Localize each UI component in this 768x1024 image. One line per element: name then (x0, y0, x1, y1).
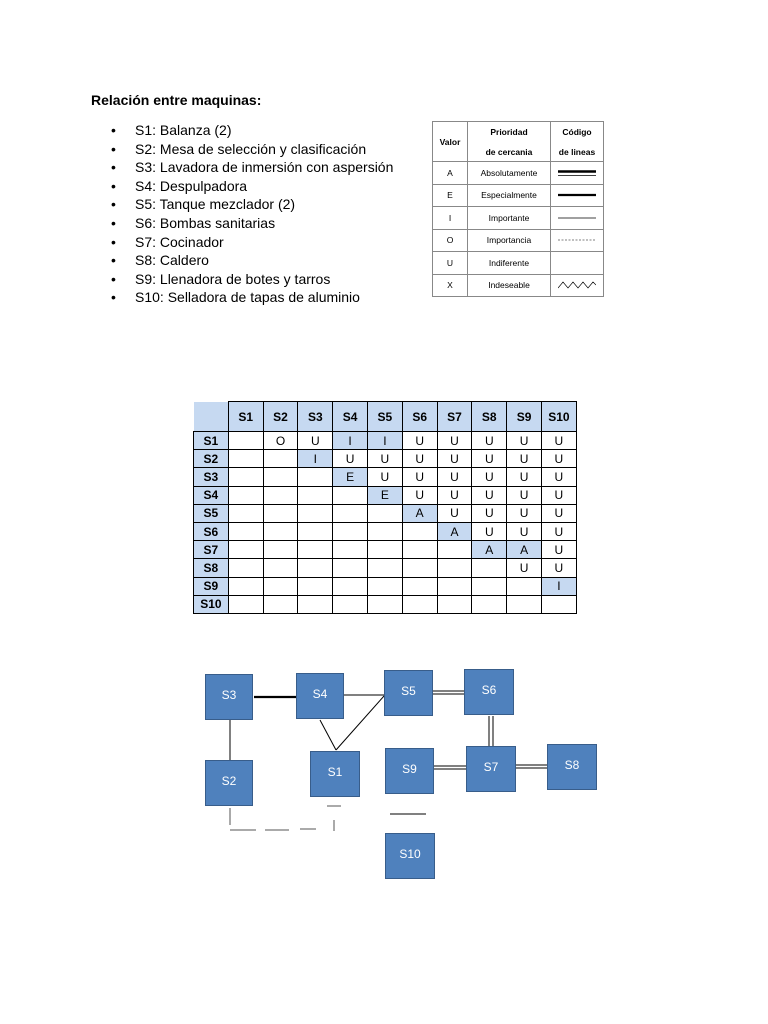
matrix-cell (437, 577, 472, 595)
matrix-row (194, 432, 577, 450)
matrix-cell: U (472, 450, 507, 468)
matrix-cell (228, 559, 263, 577)
legend-header-codigo-2: de lineas (558, 146, 596, 157)
machine-label: S6: Bombas sanitarias (135, 214, 276, 231)
matrix-col-header: S9 (507, 402, 542, 432)
legend-header-prioridad-1: Prioridad (490, 126, 528, 137)
node-s2: S2 (205, 760, 253, 806)
matrix-cell: U (541, 504, 576, 522)
matrix-cell (402, 522, 437, 540)
matrix-cell (402, 577, 437, 595)
matrix-cell: U (437, 486, 472, 504)
thick-line-sample (558, 190, 596, 200)
matrix-col-header: S1 (228, 402, 263, 432)
matrix-cell: U (298, 432, 333, 450)
machine-label: S1: Balanza (2) (135, 122, 232, 138)
legend-header-prioridad (468, 122, 551, 162)
matrix-col-header: S7 (437, 402, 472, 432)
matrix-cell (263, 504, 298, 522)
legend-valor: A (433, 162, 468, 185)
matrix-cell: A (507, 541, 542, 559)
matrix-cell: U (367, 450, 402, 468)
matrix-cell: U (507, 468, 542, 486)
matrix-cell (263, 468, 298, 486)
relationship-matrix (193, 401, 577, 614)
matrix-row-header: S6 (194, 522, 229, 540)
node-s9: S9 (385, 748, 434, 794)
bullet: • (111, 252, 116, 269)
matrix-cell: U (437, 450, 472, 468)
matrix-cell: U (367, 468, 402, 486)
matrix-cell: U (507, 504, 542, 522)
matrix-cell: I (333, 432, 368, 450)
matrix-row-header: S10 (194, 595, 229, 613)
matrix-cell: U (472, 522, 507, 540)
connector-s4-s1 (320, 720, 336, 750)
matrix-cell: U (541, 541, 576, 559)
matrix-cell: O (263, 432, 298, 450)
matrix-cell (333, 541, 368, 559)
matrix-header-row (194, 402, 577, 432)
matrix-cell: A (402, 504, 437, 522)
matrix-cell: U (402, 468, 437, 486)
matrix-cell (333, 577, 368, 595)
legend-header-valor: Valor (433, 122, 468, 162)
machine-label: S10: Selladora de tapas de aluminio (135, 289, 360, 306)
matrix-col-header: S5 (367, 402, 402, 432)
matrix-cell: U (541, 432, 576, 450)
matrix-row-header: S9 (194, 577, 229, 595)
matrix-cell (541, 595, 576, 613)
bullet: • (111, 289, 116, 306)
matrix-cell (298, 541, 333, 559)
matrix-row-header: S3 (194, 468, 229, 486)
matrix-cell: U (541, 559, 576, 577)
matrix-cell: E (333, 468, 368, 486)
legend-valor: U (433, 252, 468, 275)
matrix-cell (228, 595, 263, 613)
node-s4: S4 (296, 673, 344, 719)
node-s10: S10 (385, 833, 435, 879)
list-item (111, 195, 393, 214)
zigzag-line-sample (558, 280, 596, 290)
list-item (111, 251, 393, 270)
matrix-cell (298, 522, 333, 540)
matrix-cell: I (298, 450, 333, 468)
matrix-cell (402, 595, 437, 613)
matrix-cell (298, 595, 333, 613)
list-item (111, 233, 393, 252)
legend-line-cell (551, 162, 604, 185)
bullet: • (111, 177, 116, 194)
legend-header-codigo (551, 122, 604, 162)
matrix-cell (333, 486, 368, 504)
matrix-cell (333, 522, 368, 540)
double-thick-line-sample (558, 168, 596, 178)
matrix-cell (472, 577, 507, 595)
node-s1: S1 (310, 751, 360, 797)
matrix-cell: U (472, 504, 507, 522)
bullet: • (111, 196, 116, 213)
matrix-cell (298, 468, 333, 486)
legend-valor: I (433, 207, 468, 230)
matrix-cell: U (437, 432, 472, 450)
matrix-cell (437, 541, 472, 559)
machine-label: S7: Cocinador (135, 233, 224, 250)
matrix-cell (298, 486, 333, 504)
matrix-cell (367, 541, 402, 559)
matrix-cell (228, 504, 263, 522)
line-code-legend (432, 121, 604, 297)
matrix-cell (228, 486, 263, 504)
list-item (111, 288, 393, 307)
list-item (111, 140, 393, 159)
matrix-cell: U (437, 468, 472, 486)
matrix-cell: U (507, 559, 542, 577)
legend-line-cell (551, 207, 604, 230)
matrix-cell (367, 504, 402, 522)
section-heading: Relación entre maquinas: (91, 92, 262, 108)
list-item (111, 177, 393, 196)
legend-prioridad: Especialmente (468, 184, 551, 207)
matrix-col-header: S2 (263, 402, 298, 432)
legend-prioridad: Indiferente (468, 252, 551, 275)
matrix-col-header: S6 (402, 402, 437, 432)
matrix-cell: I (541, 577, 576, 595)
legend-line-cell (551, 252, 604, 275)
matrix-row (194, 522, 577, 540)
matrix-cell: U (472, 468, 507, 486)
matrix-cell (228, 468, 263, 486)
matrix-cell: I (367, 432, 402, 450)
matrix-cell: U (541, 468, 576, 486)
matrix-cell: U (402, 486, 437, 504)
matrix-cell (507, 595, 542, 613)
matrix-row (194, 504, 577, 522)
matrix-cell: U (507, 432, 542, 450)
machine-label: S2: Mesa de selección y clasificación (135, 140, 367, 157)
matrix-row-header: S5 (194, 504, 229, 522)
matrix-cell: A (437, 522, 472, 540)
matrix-cell (333, 559, 368, 577)
matrix-cell (402, 559, 437, 577)
matrix-cell (263, 577, 298, 595)
node-s6: S6 (464, 669, 514, 715)
legend-line-cell (551, 184, 604, 207)
matrix-row (194, 486, 577, 504)
matrix-row (194, 595, 577, 613)
matrix-cell: U (437, 504, 472, 522)
matrix-cell: E (367, 486, 402, 504)
matrix-row-header: S8 (194, 559, 229, 577)
matrix-cell (228, 432, 263, 450)
matrix-row (194, 450, 577, 468)
matrix-cell: U (541, 486, 576, 504)
matrix-cell (507, 577, 542, 595)
matrix-col-header: S3 (298, 402, 333, 432)
matrix-cell: U (507, 522, 542, 540)
list-item (111, 270, 393, 289)
matrix-cell (228, 522, 263, 540)
legend-prioridad: Importante (468, 207, 551, 230)
list-item (111, 121, 393, 140)
bullet: • (111, 140, 116, 157)
matrix-cell (228, 541, 263, 559)
legend-prioridad: Absolutamente (468, 162, 551, 185)
legend-prioridad: Indeseable (468, 274, 551, 297)
matrix-cell: U (472, 432, 507, 450)
matrix-cell (298, 504, 333, 522)
matrix-cell (333, 595, 368, 613)
matrix-cell (263, 595, 298, 613)
matrix-cell (263, 486, 298, 504)
matrix-cell (402, 541, 437, 559)
matrix-cell (298, 559, 333, 577)
node-s5: S5 (384, 670, 433, 716)
matrix-cell: A (472, 541, 507, 559)
matrix-row-header: S2 (194, 450, 229, 468)
matrix-cell (263, 541, 298, 559)
list-item (111, 158, 393, 177)
matrix-cell: U (541, 522, 576, 540)
matrix-cell (298, 577, 333, 595)
legend-valor: O (433, 229, 468, 252)
matrix-cell (472, 559, 507, 577)
bullet: • (111, 122, 116, 138)
matrix-cell: U (541, 450, 576, 468)
machine-label: S3: Lavadora de inmersión con aspersión (135, 159, 394, 176)
matrix-cell (472, 595, 507, 613)
matrix-row (194, 559, 577, 577)
legend-prioridad: Importancia (468, 229, 551, 252)
bullet: • (111, 233, 116, 250)
legend-valor: E (433, 184, 468, 207)
machine-label: S8: Caldero (135, 252, 209, 269)
matrix-cell (263, 522, 298, 540)
node-s8: S8 (547, 744, 597, 790)
matrix-row (194, 577, 577, 595)
matrix-cell (263, 450, 298, 468)
matrix-cell: U (507, 450, 542, 468)
bullet: • (111, 214, 116, 231)
matrix-cell: U (333, 450, 368, 468)
matrix-cell (367, 595, 402, 613)
matrix-cell: U (472, 486, 507, 504)
matrix-corner (194, 402, 229, 432)
matrix-cell: U (402, 450, 437, 468)
thin-line-sample (558, 213, 596, 223)
matrix-cell (228, 577, 263, 595)
legend-line-cell (551, 274, 604, 297)
matrix-cell (333, 504, 368, 522)
matrix-row-header: S4 (194, 486, 229, 504)
matrix-cell (263, 559, 298, 577)
node-s3: S3 (205, 674, 253, 720)
machine-list (111, 121, 393, 307)
legend-header-prioridad-2: de cercania (485, 146, 533, 157)
matrix-row-header: S7 (194, 541, 229, 559)
matrix-cell (228, 450, 263, 468)
matrix-cell (367, 577, 402, 595)
matrix-col-header: S10 (541, 402, 576, 432)
matrix-row (194, 468, 577, 486)
legend-header-codigo-1: Código (562, 126, 592, 137)
matrix-col-header: S4 (333, 402, 368, 432)
bullet: • (111, 159, 116, 176)
matrix-cell (437, 595, 472, 613)
matrix-cell (367, 522, 402, 540)
bullet: • (111, 270, 116, 287)
matrix-cell (367, 559, 402, 577)
matrix-cell: U (507, 486, 542, 504)
list-item (111, 214, 393, 233)
machine-label: S9: Llenadora de botes y tarros (135, 270, 331, 287)
node-s7: S7 (466, 746, 516, 792)
legend-line-cell (551, 229, 604, 252)
matrix-cell: U (402, 432, 437, 450)
machine-label: S4: Despulpadora (135, 177, 248, 194)
matrix-row-header: S1 (194, 432, 229, 450)
legend-valor: X (433, 274, 468, 297)
matrix-cell (437, 559, 472, 577)
dashed-line-sample (558, 235, 596, 245)
matrix-col-header: S8 (472, 402, 507, 432)
machine-label: S5: Tanque mezclador (2) (135, 196, 296, 213)
matrix-row (194, 541, 577, 559)
